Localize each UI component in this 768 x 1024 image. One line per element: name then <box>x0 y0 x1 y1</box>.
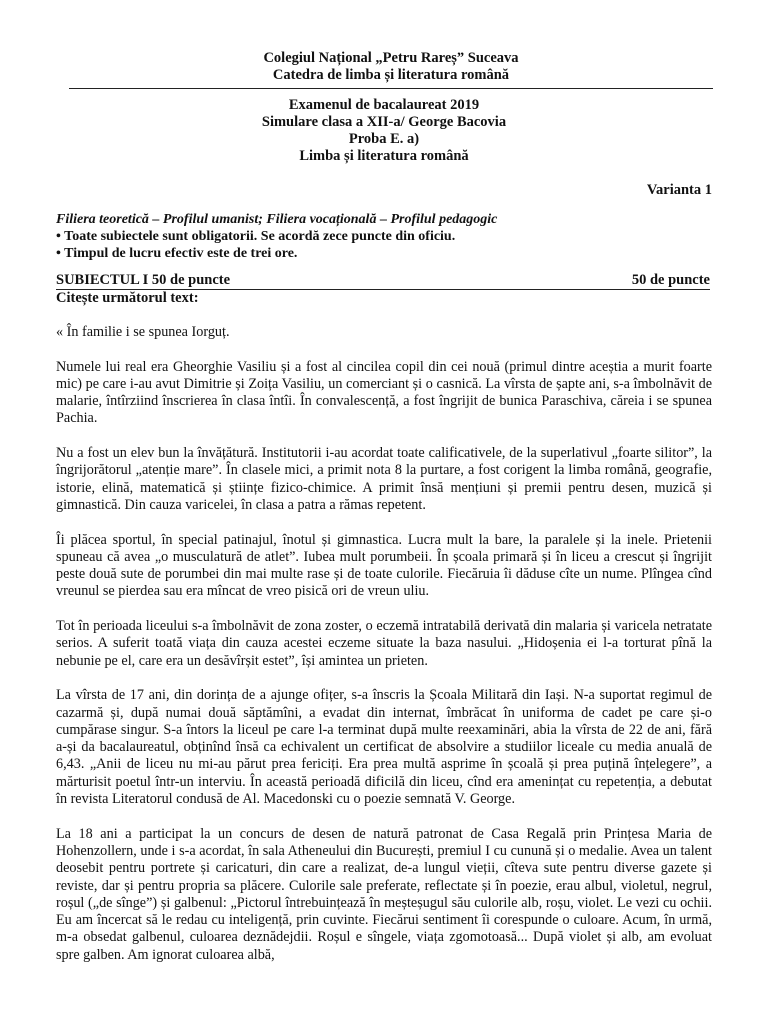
reading-text <box>56 324 712 964</box>
rule-mandatory: • Toate subiectele sunt obligatorii. Se acordă zece puncte din oficiu. <box>56 229 456 244</box>
filiera-line: Filiera teoretică – Profilul umanist; Filiera vocațională – Profilul pedagogic <box>56 212 498 227</box>
school-name: Colegiul Național „Petru Rareș” Suceava <box>263 50 519 66</box>
subject-one-points: 50 de puncte <box>631 272 710 288</box>
exam-simulation: Simulare clasa a XII-a/ George Bacovia <box>261 114 507 130</box>
variant-label: Varianta 1 <box>646 182 712 198</box>
text-paragraph-7: La 18 ani a participat la un concurs de desen de natură patronat de Casa Regală prin Prințesa Maria de Hohenzollern, unde i s-a acordat, în sala Atheneului din București, premiul I cu cunună și o medalie. Avea un talent deosebit pentru portrete și caricaturi, din care a realizat, de-a lungul vieții, cîteva sute pentru diverse gazete și reviste, dar și pentru propria sa plăcere. Culorile sale preferate, reflectate și în poezie, erau albul, violetul, negrul, roșul („de sînge”) și galbenul: „Pictorul întrebuințează în meșteșugul său culorile alb, roșu, violet. Le vezi cu ochii. Eu am încercat să le redau cu inteligență, prin cuvinte. Fiecărui sentiment îi corespunde o culoare. Acum, în urmă, m-a obsedat galbenul, culoarea deznădejdii. Roșul e sîngele, viața zgomotoasă... După violet și alb, am evoluat spre galben. Am ignorat culoarea albă, <box>56 825 712 963</box>
exam-title: Examenul de bacalaureat 2019 <box>288 97 480 113</box>
text-paragraph-6: La vîrsta de 17 ani, din dorința de a ajunge ofițer, s-a înscris la Școala Militară din Iași. N-a suportat regimul de cazarmă și, după numai două săptămîni, a evadat din internat, îmbrăcat în uniforma de cadet pe care și-o cumpărase singur. S-a întors la liceul pe care l-a terminat după multe reexaminări, abia la vîrsta de 22 de ani, fără a-și da bacalaureatul, obținînd însă ca echivalent un certificat de absolvire a studiilor liceale cu media anuală de 6,43. „Anii de liceu nu mi-au părut prea fericiți. Era prea multă asprime în școală și prea puțină înțelegere”, a mărturisit poetul într-un interviu. În această perioadă dificilă din liceu, cînd era amenințat cu repetenția, a debutat în revista Literatorul condusă de Al. Macedonski cu o poezie semnată V. George. <box>56 687 712 808</box>
department-name: Catedra de limba și literatura română <box>272 67 510 83</box>
exam-subject: Limba și literatura română <box>299 148 469 164</box>
document-page <box>56 50 712 964</box>
subject-one-header <box>56 272 710 290</box>
exam-proba: Proba E. a) <box>348 131 420 147</box>
exam-rules <box>56 211 712 262</box>
document-header <box>69 50 713 89</box>
text-paragraph-3: Nu a fost un elev bun la învățătură. Institutorii i-au acordat toate calificativele, de la superlativul „foarte silitor”, la îngrijorătorul „atenție mare”. În clasele mici, a primit nota 8 la purtare, a fost corigent la limba română, geografie, istorie, elină, matematică și științe fizico-chimice. A primit însă mențiuni și premii pentru desen, muzică și gimnastică. Din cauza varicelei, în clasa a patra a rămas repetent. <box>56 445 712 513</box>
exam-heading <box>56 97 712 165</box>
subject-one-title: SUBIECTUL I 50 de puncte <box>56 272 231 288</box>
text-paragraph-4: Îi plăcea sportul, în special patinajul, înotul și gimnastica. Lucra mult la bare, la paralele și la inele. Prietenii spuneau că avea „o musculatură de atlet”. Iubea mult porumbeii. În școala primară și în liceu a crescut și îngrijit peste două sute de porumbei din mai multe rase și de toate culorile. Fiecăruia îi dăduse cîte un nume. Plîngea cînd vreunul se pierdea sau era mîncat de vreo pisică ori de vreun uliu. <box>56 531 712 600</box>
text-paragraph-2: Numele lui real era Gheorghie Vasiliu și a fost al cincilea copil din cei nouă (primul dintre aceștia a murit foarte mic) pe care i-au avut Dimitrie și Zoița Vasiliu, un comerciant și o casnică. La vîrsta de șapte ani, s-a îmbolnăvit de malarie, întîrziind înscrierea în clasa întîi. În convalescență, a fost îngrijit de bunica Paraschiva, căreia i se spunea Pachia. <box>56 358 712 427</box>
text-paragraph-1: « În familie i se spunea Iorguț. <box>56 324 230 340</box>
read-instruction: Citește următorul text: <box>56 290 199 306</box>
text-paragraph-5: Tot în perioada liceului s-a îmbolnăvit de zona zoster, o eczemă intratabilă derivată din malaria și varicela netratate serios. A suferit toată viața din cauza acestei eczeme situate la baza nasului. „Hidoșenia ei l-a torturat pînă la nebunie pe el, care era un desăvîrșit estet”, își amintea un prieten. <box>56 618 712 669</box>
rule-time: • Timpul de lucru efectiv este de trei ore. <box>56 246 298 261</box>
